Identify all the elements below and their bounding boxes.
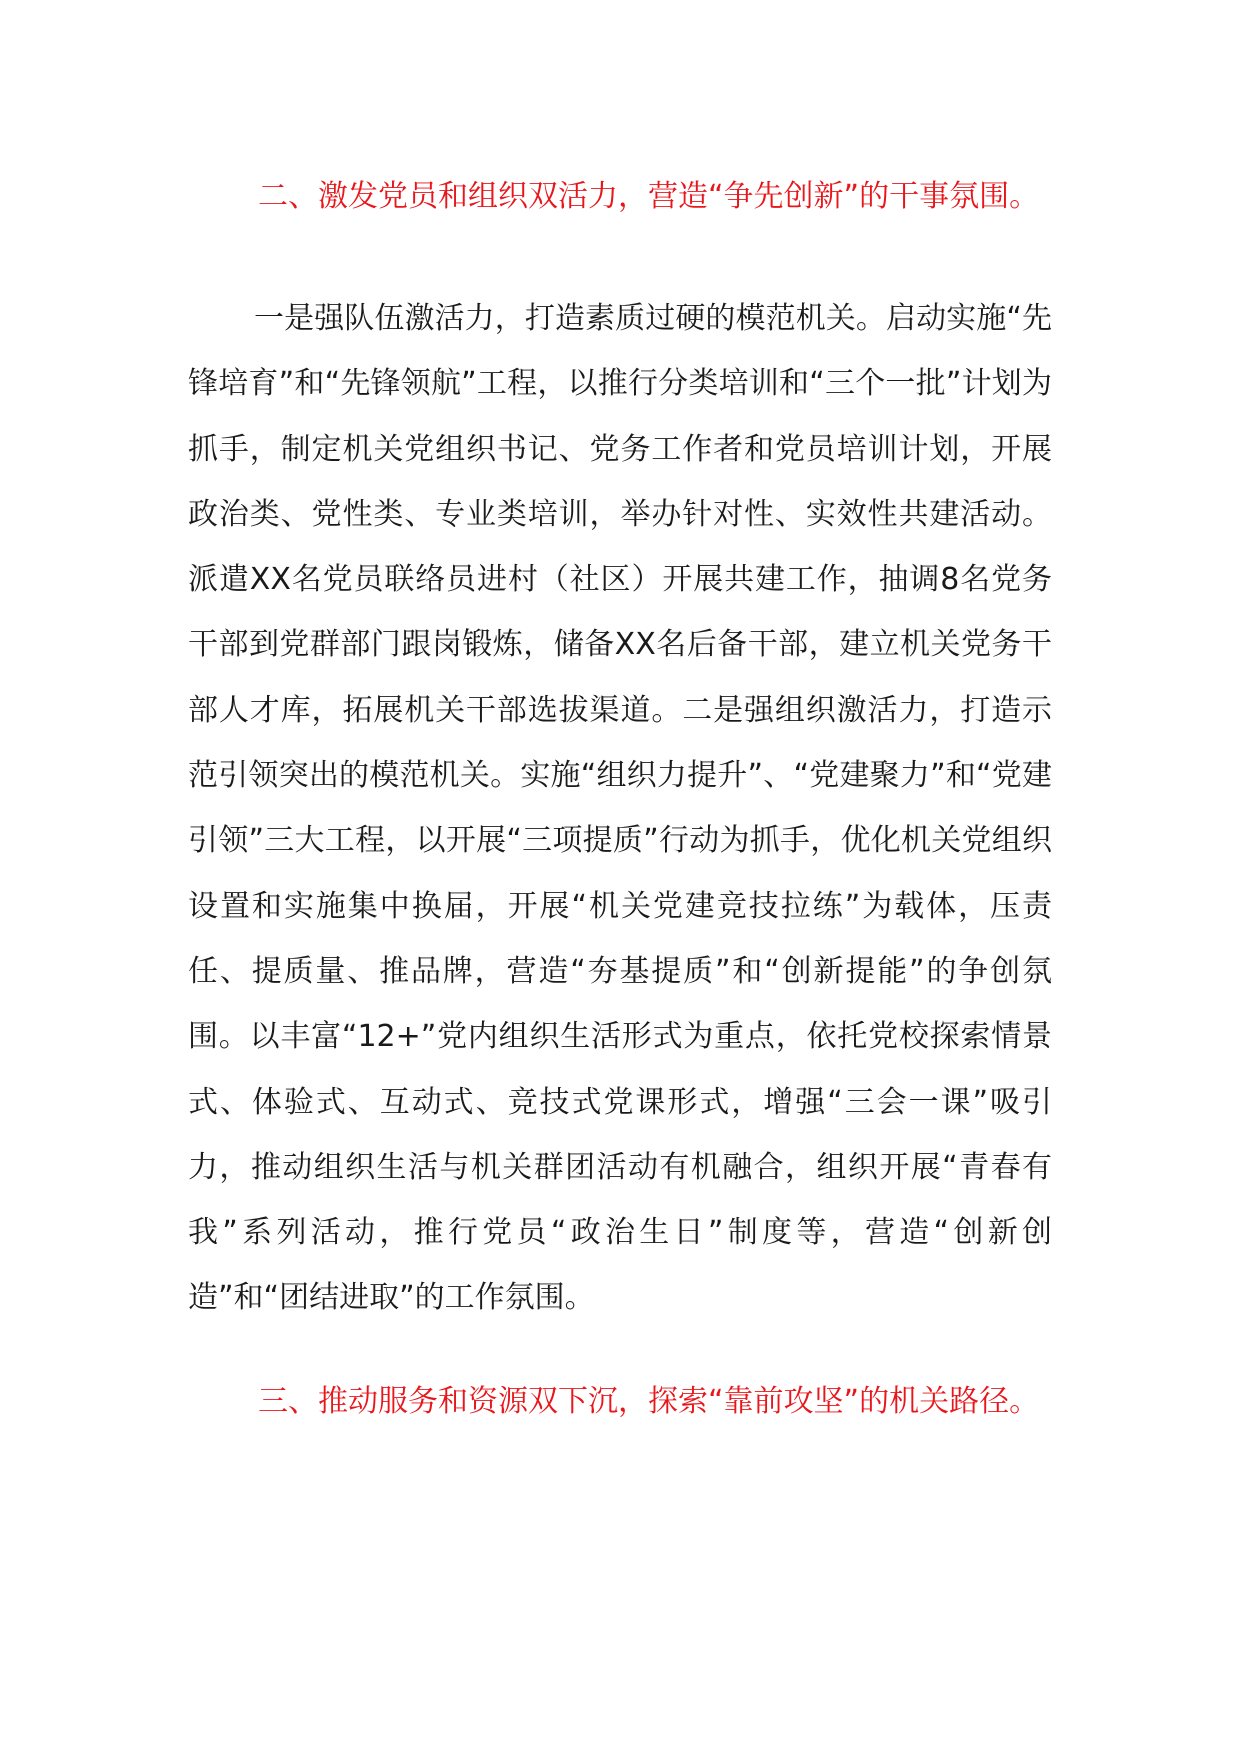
section-two-heading: 二、激发党员和组织双活力，营造“争先创新”的干事氛围。: [258, 179, 1040, 214]
section-three-heading: 三、推动服务和资源双下沉，探索“靠前攻坚”的机关路径。: [258, 1384, 1040, 1419]
section-two-body-paragraph: 一是强队伍激活力，打造素质过硬的模范机关。启动实施“先锋培育”和“先锋领航”工程，以推行分类培训和“三个一批”计划为抓手，制定机关党组织书记、党务工作者和党员培训计划，开展政治类、党性类、专业类培训，举办针对性、实效性共建活动。派遣XX名党员联络员进村（社区）开展共建工作，抽调8名党务干部到党群部门跟岗锻炼，储备XX名后备干部，建立机关党务干部人才库，拓展机关干部选拔渠道。二是强组织激活力，打造示范引领突出的模范机关。实施“组织力提升”、“党建聚力”和“党建引领”三大工程，以开展“三项提质”行动为抓手，优化机关党组织设置和实施集中换届，开展“机关党建竞技拉练”为载体，压责任、提质量、推品牌，营造“夯基提质”和“创新提能”的争创氛围。以丰富“12+”党内组织生活形式为重点，依托党校探索情景式、体验式、互动式、竞技式党课形式，增强“三会一课”吸引力，推动组织生活与机关群团活动有机融合，组织开展“青春有我”系列活动，推行党员“政治生日”制度等，营造“创新创造”和“团结进取”的工作氛围。: [188, 301, 1052, 1316]
